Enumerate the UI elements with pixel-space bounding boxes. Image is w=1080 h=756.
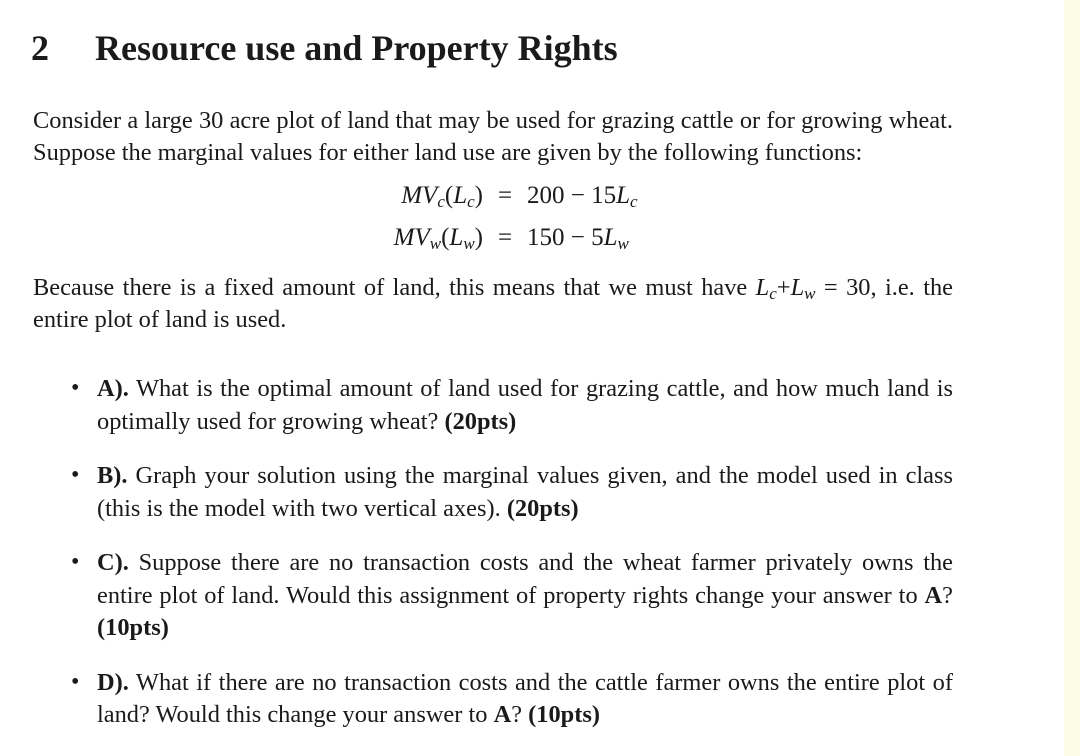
- equation-lhs: $MV_w(L_w)$: [393, 224, 483, 253]
- page-margin-strip: [1064, 0, 1080, 756]
- question-a: A). What is the optimal amount of land used for grazing cattle, and how much land is optimally used for growing wheat? (20pts): [97, 375, 953, 435]
- list-item: [33, 373, 953, 438]
- equation-equals: =: [497, 224, 513, 251]
- list-item: [33, 667, 953, 732]
- document-page: [33, 18, 953, 754]
- question-b: B). Graph your solution using the marginal values given, and the model used in class (this is the model with two vertical axes). (20pts): [97, 462, 953, 522]
- equation-rhs: $150 - 5L_w$: [527, 224, 629, 253]
- list-item: [33, 547, 953, 645]
- bullet-icon: •: [71, 549, 80, 575]
- question-d: D). What if there are no transaction costs and the cattle farmer owns the entire plot of land? Would this change your answer to A? (10pts): [97, 668, 953, 728]
- equation-equals: =: [497, 182, 513, 209]
- list-item: [33, 460, 953, 525]
- constraint-paragraph: Because there is a fixed amount of land, this means that we must have $L_c+L_w = 30$, i.e. the entire plot of land is used.: [33, 274, 953, 333]
- intro-paragraph: Consider a large 30 acre plot of land that may be used for grazing cattle or for growing wheat. Suppose the marginal values for either land use are given by the following functions:: [33, 107, 953, 166]
- question-c: C). Suppose there are no transaction costs and the wheat farmer privately owns the entire plot of land. Would this assignment of property rights change your answer to A? (10pts): [97, 549, 953, 641]
- bullet-icon: •: [71, 668, 80, 695]
- bullet-icon: •: [71, 375, 80, 401]
- bullet-icon: •: [71, 462, 80, 488]
- section-heading: [31, 18, 953, 78]
- equation-rhs: $200 - 15L_c$: [527, 182, 638, 211]
- section-number: 2: [31, 28, 49, 68]
- equation-wheat: [33, 219, 953, 261]
- equation-lhs: $MV_c(L_c)$: [401, 182, 483, 211]
- question-list: [33, 373, 953, 732]
- equation-block: [33, 177, 953, 261]
- section-title: Resource use and Property Rights: [95, 28, 618, 68]
- equation-cattle: [33, 177, 953, 219]
